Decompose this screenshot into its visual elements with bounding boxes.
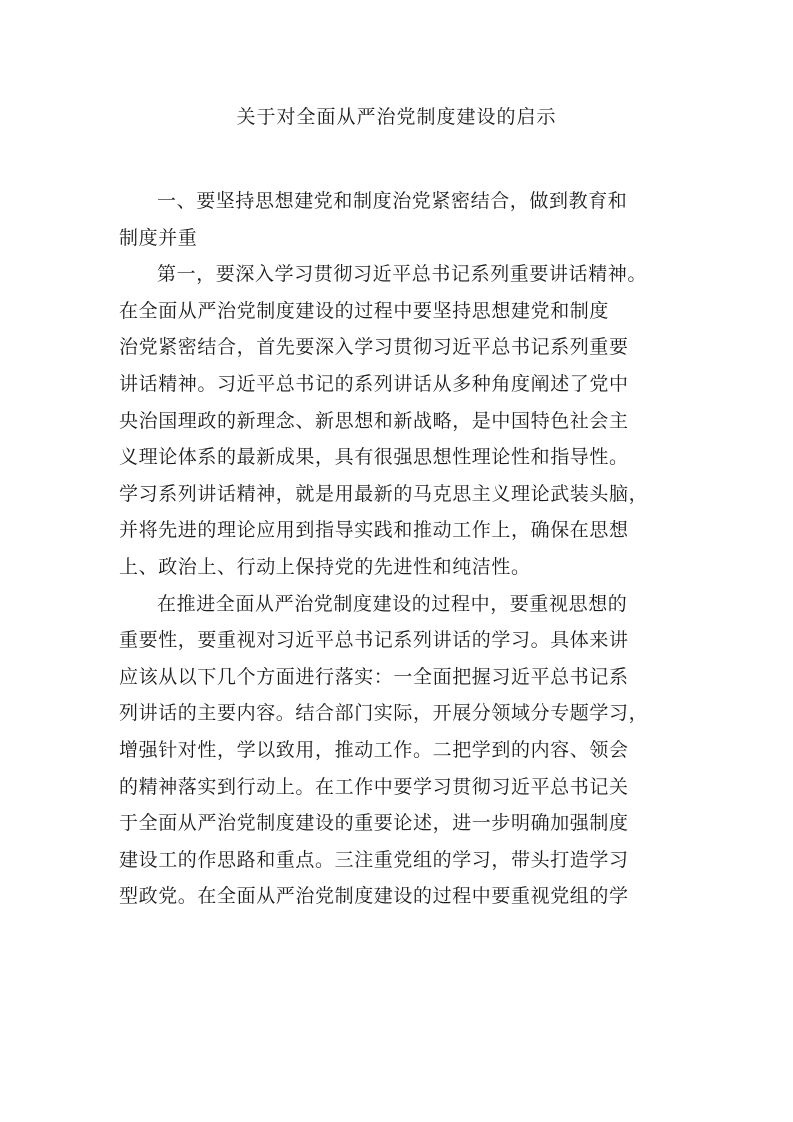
paragraph-line: 建设工的作思路和重点。三注重党组的学习，带头打造学习 [119, 848, 629, 871]
section-heading-line: 一、要坚持思想建党和制度治党紧密结合，做到教育和 [157, 190, 628, 212]
section-heading-line: 制度并重 [119, 226, 198, 249]
paragraph-line: 学习系列讲话精神，就是用最新的马克思主义理论武装头脑， [119, 482, 649, 505]
paragraph-line: 增强针对性，学以致用，推动工作。二把学到的内容、领会 [119, 738, 629, 761]
paragraph-line: 在推进全面从严治党制度建设的过程中，要重视思想的 [157, 592, 628, 615]
paragraph-line: 的精神落实到行动上。在工作中要学习贯彻习近平总书记关 [119, 775, 629, 798]
paragraph-line: 在全面从严治党制度建设的过程中要坚持思想建党和制度 [119, 299, 610, 322]
paragraph-line: 重要性，要重视对习近平总书记系列讲话的学习。具体来讲 [119, 629, 629, 652]
paragraph-line: 列讲话的主要内容。结合部门实际，开展分领域分专题学习， [119, 702, 649, 725]
paragraph-line: 型政党。在全面从严治党制度建设的过程中要重视党组的学 [119, 885, 629, 908]
paragraph-line: 上、政治上、行动上保持党的先进性和纯洁性。 [119, 555, 531, 578]
paragraph-line: 第一，要深入学习贯彻习近平总书记系列重要讲话精神。 [157, 263, 648, 286]
paragraph-line: 义理论体系的最新成果，具有很强思想性理论性和指导性。 [119, 446, 629, 469]
paragraph-line: 并将先进的理论应用到指导实践和推动工作上，确保在思想 [119, 519, 629, 542]
paragraph-line: 治党紧密结合，首先要深入学习贯彻习近平总书记系列重要 [119, 336, 629, 359]
paragraph-line: 央治国理政的新理念、新思想和新战略，是中国特色社会主 [119, 409, 629, 432]
paragraph-line: 讲话精神。习近平总书记的系列讲话从多种角度阐述了党中 [119, 372, 629, 395]
document-title: 关于对全面从严治党制度建设的启示 [236, 106, 557, 128]
paragraph-line: 应该从以下几个方面进行落实：一全面把握习近平总书记系 [119, 665, 629, 688]
document-body [119, 183, 679, 915]
paragraph-line: 于全面从严治党制度建设的重要论述，进一步明确加强制度 [119, 812, 629, 835]
